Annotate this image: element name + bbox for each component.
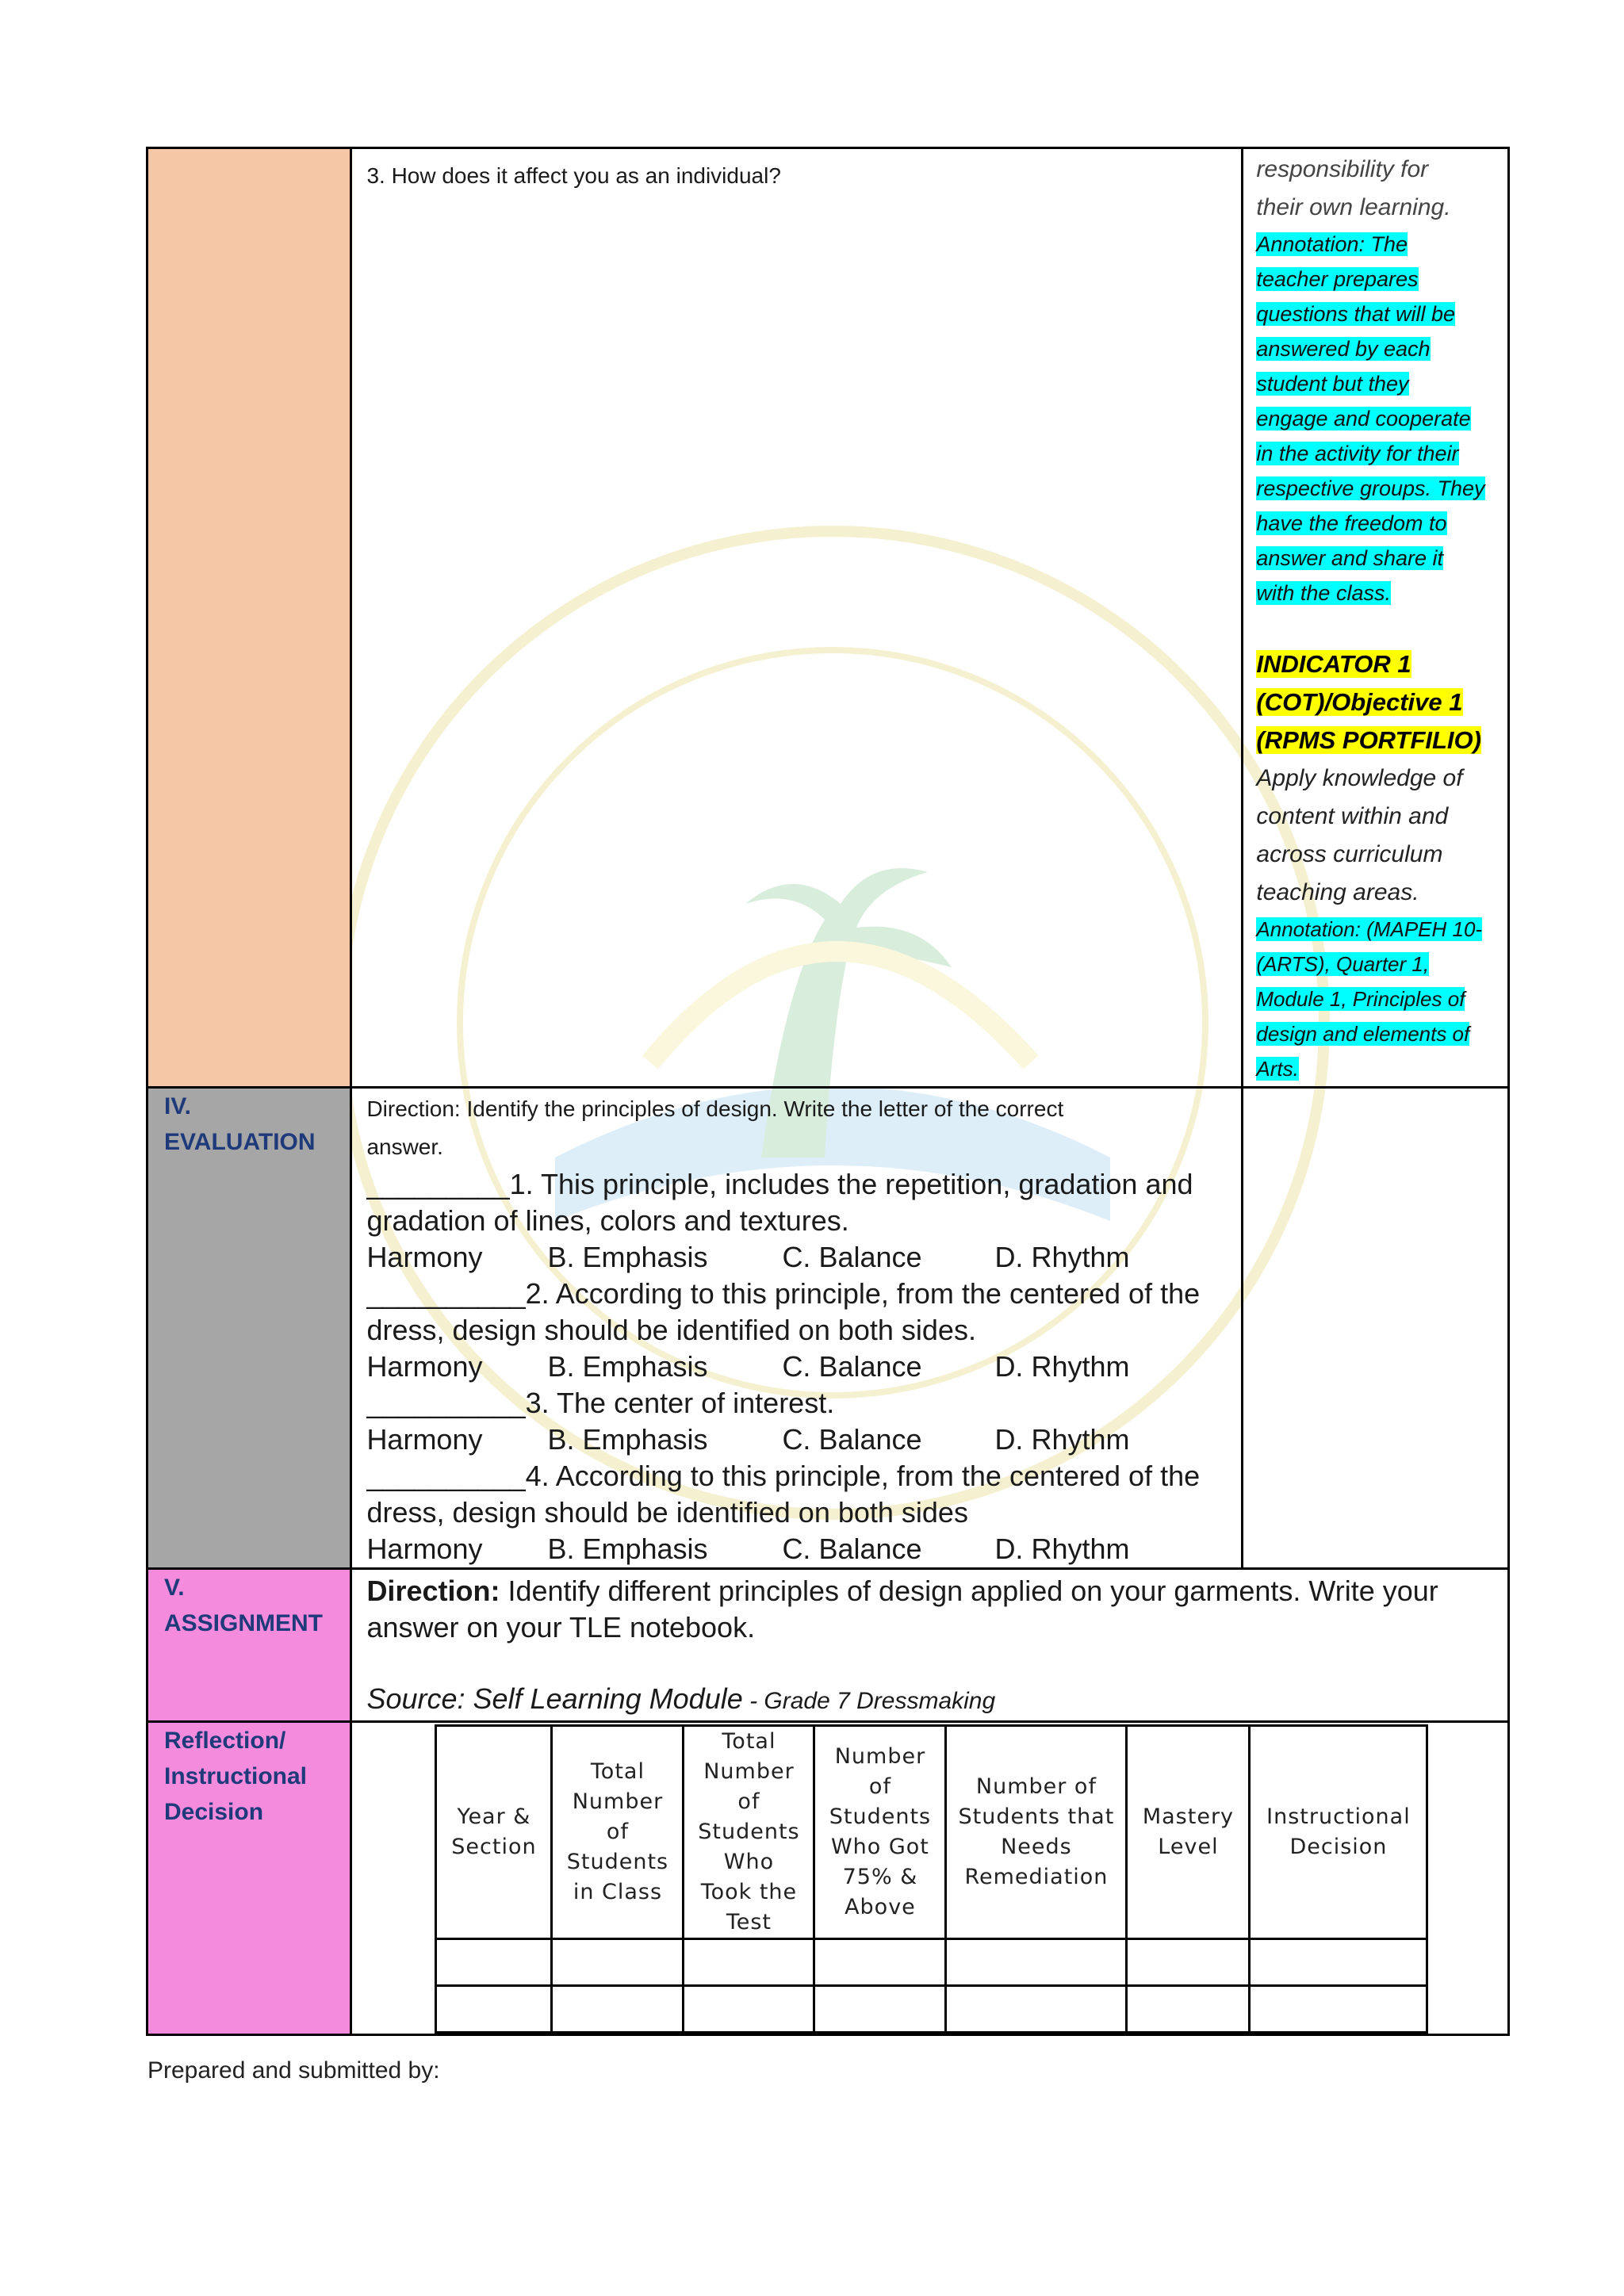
choices-row [352,1349,1241,1385]
annotation-line: in the activity for their [1256,442,1459,465]
choice-a: Harmony [366,1350,483,1383]
question-2 [352,1276,1241,1349]
header-line: Above [845,1895,916,1919]
header-line: Total [722,1729,776,1754]
source-label: Source: Self Learning Module [366,1682,743,1715]
annotation-line: Arts. [1256,1057,1299,1081]
annotation-line: answered by each [1256,337,1431,361]
evaluation-row [147,1088,1509,1569]
header-line: Level [1158,1835,1219,1859]
prepared-by-text: Prepared and submitted by: [147,2057,440,2084]
notes-column [1243,149,1507,1086]
header-got-75-above [814,1726,946,1939]
section-title: Decision [164,1799,264,1825]
annotation-line: respective groups. They [1256,476,1485,500]
question-line: __________2. According to this principle, from the centered of the [366,1277,1201,1310]
table-cell[interactable] [552,1986,684,2033]
header-needs-remediation [946,1726,1127,1939]
question-4 [352,1458,1241,1531]
direction-label: Direction: [366,1575,500,1607]
objective-line: teaching areas. [1256,879,1419,905]
assignment-content-cell [351,1569,1509,1722]
header-total-took-test [684,1726,814,1939]
header-line: Test [726,1910,772,1934]
header-line: Number [703,1759,795,1784]
header-line: Decision [1289,1835,1388,1859]
row-label-cell-empty [147,148,351,1088]
header-line: Students [566,1850,669,1874]
header-instructional-decision [1250,1726,1427,1939]
objective-line: Apply knowledge of [1256,765,1463,791]
header-line: Total [590,1759,645,1784]
choice-d: D. Rhythm [994,1241,1130,1273]
evaluation-notes-cell [1243,1088,1509,1569]
question-1 [352,1166,1241,1239]
direction-line: Direction: Identify the principles of design. Write the letter of the correct [366,1096,1064,1121]
choice-d: D. Rhythm [994,1350,1130,1383]
annotation-line: engage and cooperate [1256,407,1471,430]
annotation-line: Module 1, Principles of [1256,987,1465,1011]
header-line: Section [451,1835,537,1859]
annotation-line: with the class. [1256,581,1391,605]
table-cell[interactable] [946,1986,1127,2033]
choices-row [352,1531,1241,1567]
choice-b: B. Emphasis [547,1350,708,1383]
question-line: dress, design should be identified on both sides. [366,1314,976,1346]
evaluation-direction [352,1089,1241,1166]
header-year-section [436,1726,552,1939]
choice-d: D. Rhythm [994,1423,1130,1456]
choices-row [352,1239,1241,1276]
evaluation-content-cell [351,1088,1243,1569]
choice-b: B. Emphasis [547,1241,708,1273]
section-title: Instructional [164,1763,308,1789]
header-line: Instructional [1266,1804,1411,1829]
header-line: Number of [975,1774,1097,1799]
notes-cell [1243,148,1509,1088]
direction-line: answer. [366,1135,443,1159]
choice-b: B. Emphasis [547,1533,708,1565]
header-line: Students that [958,1804,1115,1829]
table-cell[interactable] [946,1939,1127,1986]
section-title: Reflection/ [164,1728,286,1754]
choice-c: C. Balance [782,1350,922,1383]
table-cell[interactable] [1127,1986,1250,2033]
annotation-1 [1256,227,1500,610]
choice-b: B. Emphasis [547,1423,708,1456]
header-line: Needs [1001,1835,1072,1859]
choice-c: C. Balance [782,1241,922,1273]
table-cell[interactable] [1250,1939,1427,1986]
evaluation-label-cell [147,1088,351,1569]
header-line: Remediation [964,1865,1109,1889]
section-number: IV. [164,1093,191,1119]
question-line: dress, design should be identified on both sides [366,1496,968,1529]
notes-line: their own learning. [1256,194,1451,220]
source-detail: - Grade 7 Dressmaking [742,1688,996,1714]
objective-text [1256,760,1500,912]
assignment-text [352,1570,1507,1720]
indicator-line: INDICATOR 1 [1256,650,1411,678]
reflection-content-cell [351,1722,1509,2035]
choice-a: Harmony [366,1241,483,1273]
direction-text: Identify different principles of design applied on your garments. Write your [500,1575,1438,1607]
indicator-line: (RPMS PORTFILIO) [1256,726,1481,754]
question-cell [351,148,1243,1088]
table-cell[interactable] [436,1939,552,1986]
header-line: Year & [457,1804,531,1829]
question-3 [352,1385,1241,1422]
header-line: Number [834,1744,926,1769]
table-cell[interactable] [1250,1986,1427,2033]
table-row [436,1986,1427,2033]
choice-a: Harmony [366,1423,483,1456]
indicator-line: (COT)/Objective 1 [1256,688,1463,716]
direction-text-2: answer on your TLE notebook. [366,1611,756,1644]
table-cell[interactable] [436,1986,552,2033]
question-line: __________3. The center of interest. [366,1387,835,1419]
reflection-table [435,1724,1428,2034]
choice-a: Harmony [366,1533,483,1565]
assignment-label-cell [147,1569,351,1722]
table-cell[interactable] [684,1939,814,1986]
annotation-line: design and elements of [1256,1022,1470,1046]
table-cell[interactable] [684,1986,814,2033]
header-line: Students [698,1820,800,1844]
table-cell[interactable] [814,1986,946,2033]
lesson-plan-table [146,147,1510,2036]
choices-row [352,1422,1241,1458]
annotation-line: have the freedom to [1256,511,1447,535]
section-number: V. [164,1575,185,1601]
indicator-heading [1256,645,1500,760]
header-total-in-class [552,1726,684,1939]
annotation-line: Annotation: (MAPEH 10- [1256,917,1483,941]
header-line: of [606,1820,629,1844]
annotation-line: student but they [1256,372,1409,396]
objective-line: content within and [1256,803,1449,829]
annotation-line: questions that will be [1256,302,1456,326]
question-3-text: 3. How does it affect you as an individual? [366,163,781,188]
choice-c: C. Balance [782,1423,922,1456]
header-line: of [868,1774,891,1799]
section-title: EVALUATION [164,1129,316,1155]
annotation-line: (ARTS), Quarter 1, [1256,952,1430,976]
header-mastery-level [1127,1726,1250,1939]
header-line: Who Got [830,1835,929,1859]
header-line: of [737,1789,760,1814]
table-cell[interactable] [552,1939,684,1986]
header-line: Took the [700,1880,798,1904]
reflection-label-cell [147,1722,351,2035]
notes-line: responsibility for [1256,156,1429,182]
reflection-row [147,1722,1509,2035]
question-line: __________4. According to this principle, from the centered of the [366,1460,1201,1492]
annotation-2 [1256,912,1500,1086]
objective-line: across curriculum [1256,841,1443,867]
reflection-table-header [436,1726,1427,1939]
header-line: Mastery [1142,1804,1235,1829]
annotation-line: Annotation: The [1256,232,1408,256]
table-row [436,1939,1427,1986]
header-line: Number [572,1789,664,1814]
choice-c: C. Balance [782,1533,922,1565]
table-cell[interactable] [1127,1939,1250,1986]
header-line: in Class [573,1880,663,1904]
header-line: Who [723,1850,775,1874]
reflection-question-row [147,148,1509,1088]
header-line: Students [829,1804,932,1829]
annotation-line: teacher prepares [1256,267,1419,291]
assignment-row [147,1569,1509,1722]
question-line: gradation of lines, colors and textures. [366,1204,849,1237]
question-line: _________1. This principle, includes the repetition, gradation and [366,1168,1193,1200]
choice-d: D. Rhythm [994,1533,1130,1565]
section-title: ASSIGNMENT [164,1610,324,1636]
header-line: 75% & [842,1865,918,1889]
annotation-line: answer and share it [1256,546,1444,570]
table-cell[interactable] [814,1939,946,1986]
